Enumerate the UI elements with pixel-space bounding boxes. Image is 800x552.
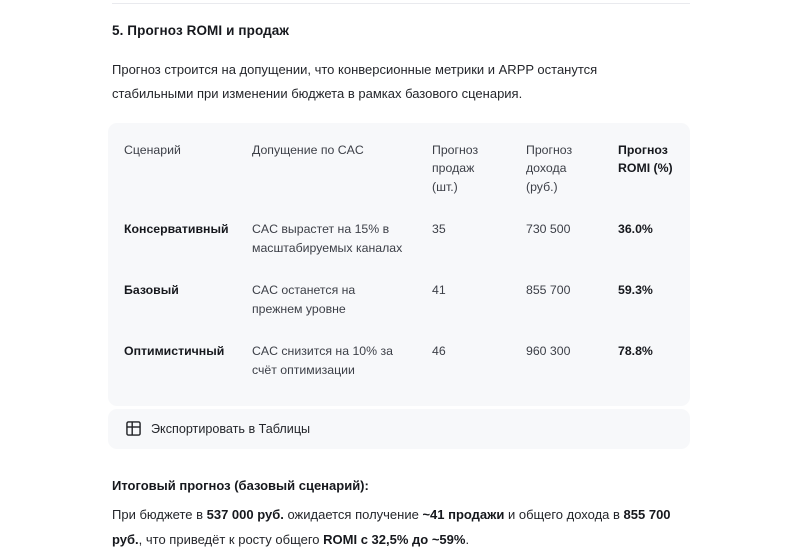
cell-romi: 36.0% — [618, 221, 653, 236]
summary-part-2: ожидается получение — [283, 507, 423, 523]
cell-sales: 35 — [432, 221, 446, 236]
forecast-table-card — [108, 123, 690, 406]
column-header-income: Прогноз дохода (руб.) — [526, 142, 573, 195]
summary-income-value: 855 700 руб. — [112, 507, 671, 547]
summary-part-3: и общего дохода в — [504, 507, 624, 523]
cell-income: 855 700 — [526, 282, 571, 297]
cell-assumption: CAC останется на прежнем уровне — [252, 282, 356, 316]
table-header-row — [108, 137, 690, 213]
table-row — [108, 274, 690, 335]
top-divider — [112, 3, 690, 4]
summary-sales-value: ~41 продажи — [422, 507, 505, 523]
content-column — [108, 22, 692, 552]
intro-paragraph: Прогноз строится на допущении, что конверсионные метрики и ARPP останутся стабильными при изменении бюджета в рамках базового сценария. — [112, 61, 598, 101]
table-grid-icon — [126, 421, 141, 436]
cell-scenario: Базовый — [124, 282, 179, 297]
summary-romi-value: ROMI с 32,5% до ~59% — [323, 531, 466, 547]
export-to-sheets-button[interactable] — [122, 419, 314, 438]
export-bar — [108, 409, 690, 449]
table-body — [108, 213, 690, 396]
cell-assumption: CAC вырастет на 15% в масштабируемых каналах — [252, 221, 403, 255]
cell-romi: 78.8% — [618, 343, 653, 358]
forecast-table — [108, 137, 690, 396]
summary-part-4: , что приведёт к росту общего — [138, 531, 324, 547]
cell-sales: 46 — [432, 343, 446, 358]
cell-income: 730 500 — [526, 221, 571, 236]
column-header-scenario: Сценарий — [124, 142, 181, 157]
summary-title: Итоговый прогноз (базовый сценарий): — [112, 477, 369, 493]
table-header — [108, 137, 690, 213]
summary-block — [112, 476, 672, 552]
cell-assumption: CAC снизится на 10% за счёт оптимизации — [252, 343, 393, 377]
summary-part-1: При бюджете в — [112, 507, 207, 523]
cell-scenario: Оптимистичный — [124, 343, 225, 358]
summary-text — [112, 503, 672, 551]
cell-income: 960 300 — [526, 343, 571, 358]
column-header-sales: Прогноз продаж (шт.) — [432, 142, 479, 195]
column-header-romi: Прогноз ROMI (%) — [618, 142, 673, 176]
cell-romi: 59.3% — [618, 282, 653, 297]
table-row — [108, 213, 690, 274]
table-row — [108, 335, 690, 396]
export-to-sheets-label: Экспортировать в Таблицы — [151, 421, 311, 436]
cell-scenario: Консервативный — [124, 221, 229, 236]
summary-part-5: . — [465, 531, 470, 547]
summary-budget-value: 537 000 руб. — [206, 507, 284, 523]
page-title: 5. Прогноз ROMI и продаж — [112, 23, 290, 38]
column-header-assumption: Допущение по CAC — [252, 142, 364, 157]
cell-sales: 41 — [432, 282, 446, 297]
